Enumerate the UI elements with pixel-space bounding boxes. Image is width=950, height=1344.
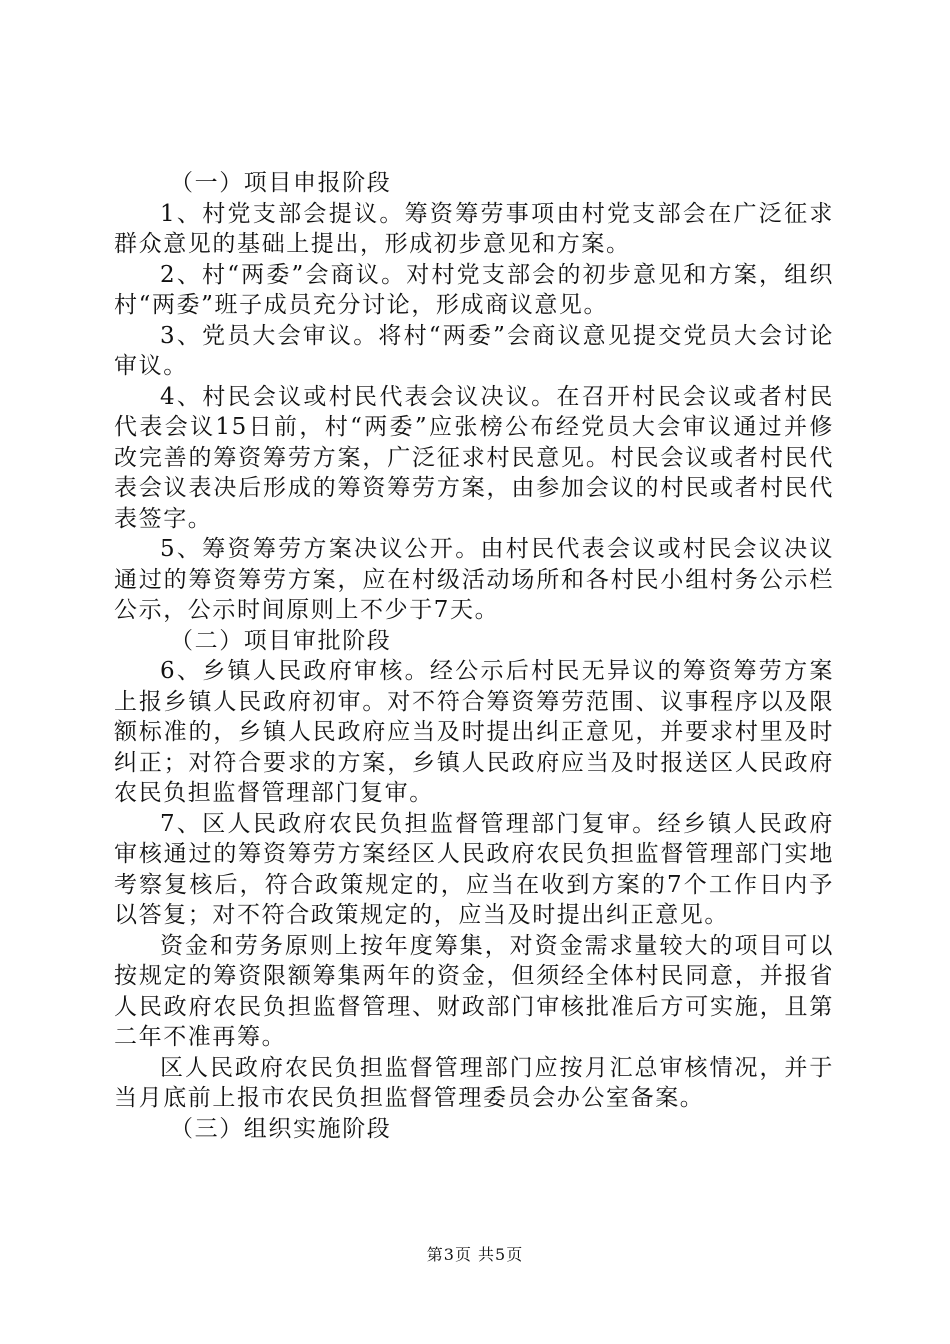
paragraph-funding-note: 资金和劳务原则上按年度筹集，对资金需求量较大的项目可以按规定的筹资限额筹集两年的资金，但须经全体村民同意，并报省人民政府农民负担监督管理、财政部门审核批准后方可实施，且第二年不准再筹。 <box>114 932 834 1050</box>
paragraph-item-2: 2、村“两委”会商议。对村党支部会的初步意见和方案，组织村“两委”班子成员充分讨论，形成商议意见。 <box>114 261 834 318</box>
paragraph-item-7: 7、区人民政府农民负担监督管理部门复审。经乡镇人民政府审核通过的筹资筹劳方案经区人民政府农民负担监督管理部门实地考察复核后，符合政策规定的，应当在收到方案的7个工作日内予以答复；对不符合政策规定的，应当及时提出纠正意见。 <box>114 810 834 928</box>
paragraph-item-5: 5、筹资筹劳方案决议公开。由村民代表会议或村民会议决议通过的筹资筹劳方案，应在村级活动场所和各村民小组村务公示栏公示，公示时间原则上不少于7天。 <box>114 536 834 623</box>
section-heading-1: （一）项目申报阶段 <box>170 170 392 196</box>
paragraph-item-3: 3、党员大会审议。将村“两委”会商议意见提交党员大会讨论审议。 <box>114 322 834 379</box>
paragraph-item-1: 1、村党支部会提议。筹资筹劳事项由村党支部会在广泛征求群众意见的基础上提出，形成初步意见和方案。 <box>114 200 834 257</box>
document-body <box>114 168 834 1144</box>
page-number: 第3页 共5页 <box>426 1245 524 1264</box>
section-heading-3: （三）组织实施阶段 <box>170 1115 392 1142</box>
paragraph-monthly-report: 区人民政府农民负担监督管理部门应按月汇总审核情况，并于当月底前上报市农民负担监督管理委员会办公室备案。 <box>114 1054 834 1111</box>
paragraph-item-4: 4、村民会议或村民代表会议决议。在召开村民会议或者村民代表会议15日前，村“两委”应张榜公布经党员大会审议通过并修改完善的筹资筹劳方案，广泛征求村民意见。村民会议或者村民代表会议表决后形成的筹资筹劳方案，由参加会议的村民或者村民代表签字。 <box>114 383 834 532</box>
paragraph-item-6: 6、乡镇人民政府审核。经公示后村民无异议的筹资筹劳方案上报乡镇人民政府初审。对不符合筹资筹劳范围、议事程序以及限额标准的，乡镇人民政府应当及时提出纠正意见，并要求村里及时纠正；对符合要求的方案，乡镇人民政府应当及时报送区人民政府农民负担监督管理部门复审。 <box>114 658 834 806</box>
section-heading-2: （二）项目审批阶段 <box>170 627 392 654</box>
